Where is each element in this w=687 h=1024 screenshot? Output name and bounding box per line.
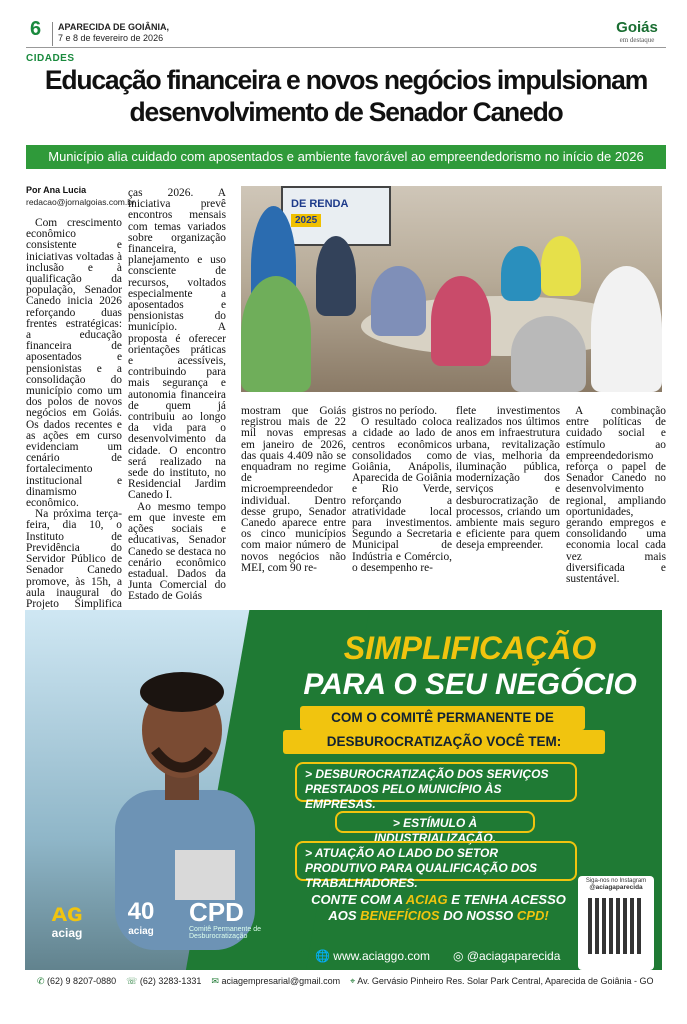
paragraph: ças 2026. A iniciativa prevê encontros mensais com temas variados sobre organização financeira, planejamento e uso consciente de recursos, voltados especialmente a aposentados e pensionistas do município. A proposta é oferecer orientações práticas e acessíveis, contribuindo para mais segurança e autonomia financeira de quem já contribuiu ao longo da vida para o desenvolvimento da cidade. O encontro será realizado na sede do instituto, no Residencial Jardim Canedo I. (128, 187, 226, 502)
person-figure (541, 236, 581, 296)
person-figure (241, 276, 311, 392)
footer-phone-2[interactable] (126, 970, 201, 992)
logo-tagline: em destaque (619, 36, 655, 44)
qr-label: Siga-nos no Instagram (585, 878, 647, 884)
logo-40-number: 40 (127, 898, 155, 925)
paragraph: Na próxima terça-feira, dia 10, o Instituto de Previdência do Servidor Público de Senador Canedo promove, às 15h, a aula inaugural do Projeto Simplifica (26, 508, 122, 610)
cpd-logo (189, 898, 289, 940)
address-text: Av. Gervásio Pinheiro Res. Solar Park Central, Aparecida de Goiânia - GO (357, 976, 654, 986)
page-header (26, 18, 666, 48)
cpd-subtitle: Comitê Permanente de Desburocratização (189, 926, 261, 940)
screen-text-1: DE RENDA (291, 198, 349, 210)
article-column-4 (352, 406, 452, 588)
headline: Educação financeira e novos negócios impulsionam desenvolvimento de Senador Canedo (44, 65, 648, 127)
ad-title-2: PARA O SEU NEGÓCIO (303, 668, 637, 701)
paragraph: Ao mesmo tempo em que investe em ações sociais e educativas, Senador Canedo se destaca no cenário econômico estadual. Dados da Junta Comercial do Estado de Goiás (128, 500, 226, 603)
email-text: aciagempresarial@gmail.com (221, 976, 341, 986)
cta-text: CONTE COM A (311, 892, 406, 907)
cta-highlight: BENEFÍCIOS (360, 908, 440, 923)
qr-handle: @aciagaparecida (589, 884, 643, 891)
logo-40-sub: aciag (128, 926, 154, 937)
byline-email[interactable]: redacao@jornalgoias.com.br (26, 197, 135, 207)
qr-code-icon (588, 898, 644, 954)
article-photo (241, 186, 662, 392)
paragraph: flete investimentos realizados nos últimos anos em infraestrutura urbana, revitalização de vias, melhoria da iluminação pública, modernização dos serviços e desburocratização de processos, criando um ambiente mais seguro e eficiente para quem deseja empreender. (456, 405, 560, 552)
person-figure (511, 316, 586, 392)
cta-text: E TENHA ACESSO (447, 892, 566, 907)
ad-call-to-action (311, 892, 566, 924)
footer-address (350, 970, 653, 992)
website-text: www.aciaggo.com (333, 949, 430, 963)
person-figure (371, 266, 426, 336)
article-column-6 (566, 406, 666, 588)
phone-1-text: (62) 9 8207-0880 (47, 976, 117, 986)
page-number: 6 (30, 18, 42, 40)
subheadline: Município alia cuidado com aposentados e ambiente favorável ao empreendedorismo no início de 2026 (26, 145, 666, 169)
article-column-5 (456, 406, 560, 588)
paragraph: O resultado coloca a cidade ao lado de centros econômicos consolidados como Goiânia, Anápolis, Aparecida de Goiânia e Rio Verde, reforçando a atratividade local para investimentos. Segundo a Secretaria Municipal de Indústria e Comércio, o desempenho re- (352, 416, 452, 574)
person-figure (591, 266, 662, 392)
paragraph: gistros no período. (352, 405, 438, 417)
qr-code-card[interactable] (578, 876, 654, 970)
screen-text-2: 2025 (291, 214, 321, 227)
paragraph: mostram que Goiás registrou mais de 22 mil novas empresas em janeiro de 2026, das quais 4.409 não se enquadram no regime de microempreendedor individual. Dentro desse grupo, Senador Canedo aparece entre os cinco municípios com maior número de novos negócios não MEI, com 90 re- (241, 405, 346, 574)
article-column-2 (128, 187, 226, 603)
person-figure (501, 246, 541, 301)
logo-name: Goiás (616, 19, 658, 36)
byline-author: Por Ana Lucia (26, 185, 87, 195)
ad-footer (25, 970, 662, 992)
aciag-40-logo (111, 898, 171, 938)
ad-website[interactable]: 🌐 www.aciaggo.com (315, 949, 430, 963)
instagram-text: @aciagaparecida (466, 949, 561, 963)
article-column-1 (26, 217, 122, 610)
ad-benefit-3: > ATUAÇÃO AO LADO DO SETOR PRODUTIVO PARA QUALIFICAÇÃO DOS TRABALHADORES. (295, 841, 577, 881)
location-icon: ⌖ (350, 976, 358, 986)
phone-2-text: (62) 3283-1331 (139, 976, 202, 986)
paragraph: Com crescimento econômico consistente e iniciativas voltadas à inclusão e à qualificação da população, Senador Canedo inicia 2026 reforçando duas frentes estratégicas: a educação financeira de aposentados e pensionistas e a consolidação do município como um dos polos de novos negócios em Goiás. Os dados recentes e as ações em curso evidenciam um cenário de fortalecimento institucional e dinamismo econômico. (26, 217, 122, 510)
ad-pill-2: DESBUROCRATIZAÇÃO VOCÊ TEM: (283, 730, 605, 754)
article-column-3 (241, 406, 346, 588)
header-divider (52, 22, 53, 46)
section-label: CIDADES (26, 53, 75, 64)
phone-icon: ☏ (126, 976, 140, 986)
ad-benefit-1: > DESBUROCRATIZAÇÃO DOS SERVIÇOS PRESTADOS PELO MUNICÍPIO ÀS EMPRESAS. (295, 762, 577, 802)
cta-highlight: ACIAG (405, 892, 448, 907)
advertisement[interactable] (25, 610, 662, 992)
ad-benefit-2: > ESTÍMULO À INDUSTRIALIZAÇÃO. (335, 811, 535, 833)
aciag-mark: ᴀɢ (51, 897, 83, 927)
person-figure (316, 236, 356, 316)
header-date: 7 e 8 de fevereiro de 2026 (58, 33, 164, 43)
cta-text: DO NOSSO (439, 908, 517, 923)
ad-instagram[interactable]: ◎ @aciagaparecida (453, 949, 561, 963)
cta-highlight: CPD! (516, 908, 549, 923)
aciag-text: aciag (51, 926, 83, 940)
whatsapp-icon: ✆ (37, 976, 48, 986)
person-figure (431, 276, 491, 366)
footer-phone-1[interactable] (37, 970, 116, 992)
cpd-mark: CPD (189, 897, 244, 927)
cta-text: AOS (328, 908, 361, 923)
footer-email[interactable] (211, 970, 340, 992)
ad-title-1: SIMPLIFICAÇÃO (343, 630, 597, 666)
mail-icon: ✉ (211, 976, 222, 986)
ad-pill-1: COM O COMITÊ PERMANENTE DE (300, 706, 585, 730)
aciag-logo (39, 898, 95, 940)
paragraph: A combinação entre políticas de cuidado social e estímulo ao empreendedorismo reforça o papel de Senador Canedo no desenvolvimento regional, ampliando oportunidades, gerando empregos e consolidando uma economia local cada vez mais diversificada e sustentável. (566, 405, 666, 586)
ad-logos (39, 898, 289, 948)
newspaper-logo[interactable] (608, 20, 666, 44)
header-city: APARECIDA DE GOIÂNIA, (58, 22, 170, 32)
